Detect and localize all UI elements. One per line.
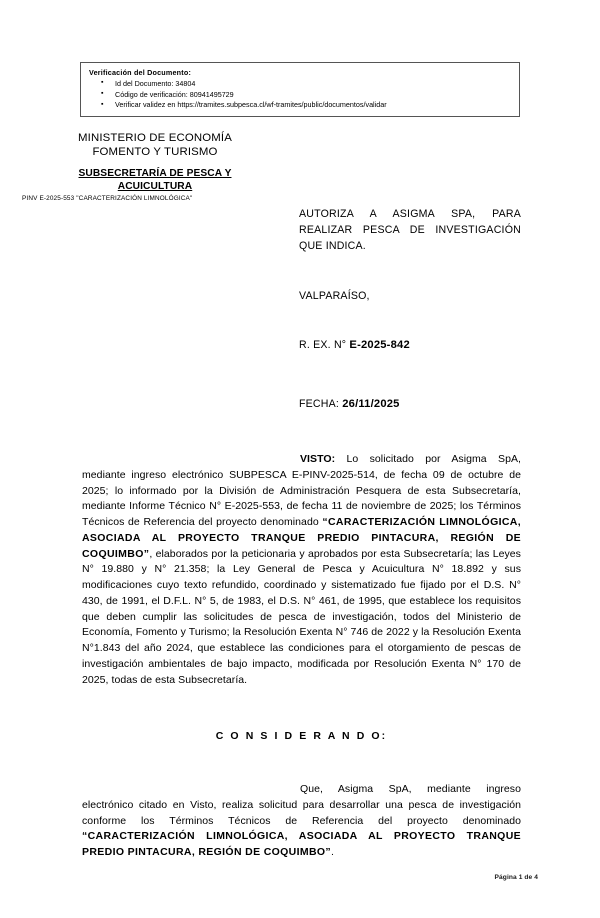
place-line: VALPARAÍSO,	[299, 290, 370, 302]
ministry-line-2: FOMENTO Y TURISMO	[92, 146, 218, 159]
verification-box	[80, 62, 520, 117]
subsecretaria-line-1: SUBSECRETARÍA DE PESCA Y	[78, 167, 232, 179]
ministry-line-1: MINISTERIO DE ECONOMÍA	[78, 132, 232, 144]
considerando-text-part-2: .	[331, 846, 334, 858]
verification-list	[89, 79, 513, 111]
considerando-paragraph	[82, 782, 521, 861]
date-line	[299, 398, 400, 410]
project-name-considerando: “CARACTERIZACIÓN LIMNOLÓGICA, ASOCIADA AL PROYECTO TRANQUE PREDIO PINTACURA, REGIÓN DE COQUIMBO”	[82, 830, 521, 858]
resolution-label: R. EX. N°	[299, 339, 347, 351]
verification-item-url: ▪ Verificar validez en https://tramites.subpesca.cl/wf-tramites/public/documentos/validar	[89, 100, 513, 111]
page-number-footer: Página 1 de 4	[494, 874, 538, 881]
resolution-number: E-2025-842	[349, 339, 410, 351]
visto-text-part-2: , elaborados por la peticionaria y aprobados por esta Subsecretaría; las Leyes N° 19.880 y N° 21.358; la Ley General de Pesca y Acuicultura N° 18.892 y sus modificaciones cuyo texto refundido, coordinado y sistematizado fue fijado por el D.S. N° 430, de 1991, el D.F.L. N° 5, de 1983, el D.S. N° 461, de 1995, que establece los requisitos que deben cumplir las solicitudes de pesca de investigación, todos del Ministerio de Economía, Fomento y Turismo; la Resolución Exenta N° 746 de 2022 y la Resolución Exenta N°1.843 del año 2024, que establece las condiciones para el otorgamiento de pescas de investigación ambientales de bajo impacto, modificada por Resolución Exenta N° 170 de 2025, todas de esta Subsecretaría.	[82, 547, 521, 686]
subsecretaria-block	[24, 167, 286, 194]
verification-title: Verificación del Documento:	[89, 68, 192, 77]
project-name-visto: “CARACTERIZACIÓN LIMNOLÓGICA, ASOCIADA AL PROYECTO TRANQUE PREDIO PINTACURA, REGIÓN DE COQUIMBO”	[82, 516, 521, 560]
subsecretaria-line-2: ACUICULTURA	[117, 180, 193, 192]
verification-item-code: ▪ Código de verificación: 80941495729	[89, 90, 513, 101]
visto-label: VISTO:	[300, 453, 336, 465]
date-value: 26/11/2025	[342, 398, 400, 410]
pinv-reference: PINV E-2025-553 "CARACTERIZACIÓN LIMNOLÓGICA"	[22, 195, 193, 202]
visto-paragraph	[82, 452, 521, 688]
date-label: FECHA:	[299, 398, 340, 410]
institution-header	[24, 131, 286, 193]
visto-text-part-1: Lo solicitado por Asigma SpA, mediante ingreso electrónico SUBPESCA E-PINV-2025-514, de fecha 09 de octubre de 2025; lo informado por la División de Administración Pesquera de esta Subsecretaría, mediante Informe Técnico N° E-2025-553, de fecha 11 de noviembre de 2025; los Términos Técnicos de Referencia del proyecto denominado	[82, 453, 521, 528]
resolution-line	[299, 339, 410, 351]
considerando-heading: C O N S I D E R A N D O:	[215, 730, 388, 742]
considerando-text-part-1: Que, Asigma SpA, mediante ingreso electrónico citado en Visto, realiza solicitud para desarrollar una pesca de investigación conforme los Términos Técnicos de Referencia del proyecto denominado	[82, 783, 521, 827]
verification-item-id: ▪ Id del Documento: 34804	[89, 79, 513, 90]
subject-heading: AUTORIZA A ASIGMA SPA, PARA REALIZAR PESCA DE INVESTIGACIÓN QUE INDICA.	[299, 208, 521, 252]
